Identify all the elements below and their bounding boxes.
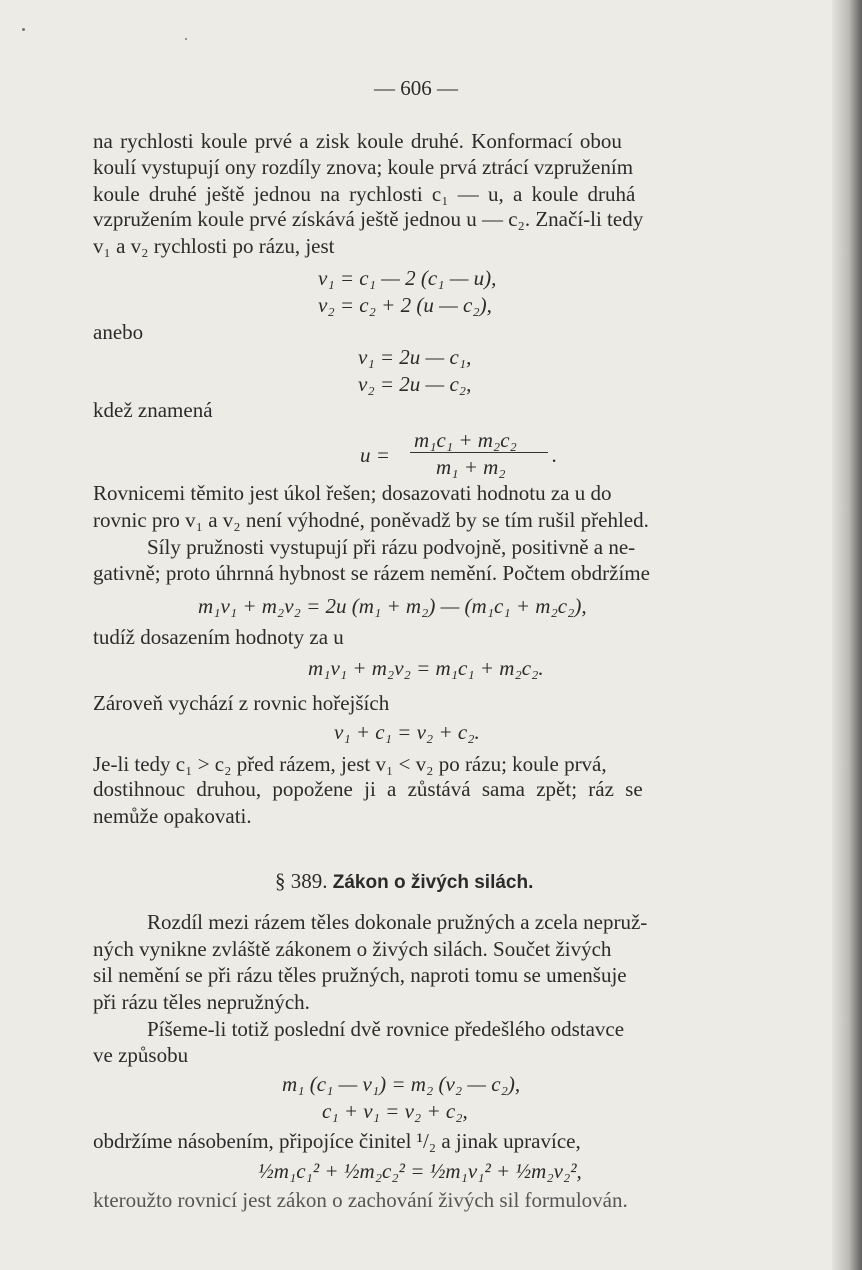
- equation: v₁ + c₁ = v₂ + c₂.: [334, 720, 480, 744]
- equation: v₁ = 2u — c₁,: [358, 345, 472, 369]
- text-line: Zároveň vychází z rovnic hořejších: [93, 691, 390, 715]
- equation: v₂ = 2u — c₂,: [358, 372, 472, 396]
- equation: m₁ (c₁ — v₁) = m₂ (v₂ — c₂),: [282, 1072, 521, 1096]
- text-line: kdež znamená: [93, 398, 213, 422]
- text-line: v₁ a v₂ rychlosti po rázu, jest: [93, 234, 335, 258]
- text-line: Rozdíl mezi rázem těles dokonale pružných a zcela nepruž-: [147, 910, 648, 934]
- text-line: nemůže opakovati.: [93, 804, 252, 828]
- section-number: § 389.: [275, 869, 328, 893]
- page-number: — 606 —: [374, 76, 458, 100]
- section-heading: [275, 869, 533, 895]
- equation: m₁v₁ + m₂v₂ = 2u (m₁ + m₂) — (m₁c₁ + m₂c₂),: [198, 594, 587, 618]
- fraction-bar: [410, 452, 548, 453]
- fraction-numerator: m₁c₁ + m₂c₂: [414, 428, 517, 452]
- text-line: při rázu těles nepružných.: [93, 990, 310, 1014]
- paper-speck: [22, 28, 25, 31]
- text-line: kteroužto rovnicí jest zákon o zachování živých sil formulován.: [93, 1188, 628, 1212]
- text-line: gativně; proto úhrnná hybnost se rázem nemění. Počtem obdržíme: [93, 561, 650, 585]
- text-line: vzpružením koule prvé získává ještě jednou u — c₂. Značí-li tedy: [93, 207, 644, 231]
- section-title: Zákon o živých silách.: [332, 872, 534, 893]
- paper-speck: [185, 38, 187, 40]
- text-line: dostihnouc druhou, popožene ji a zůstává sama zpět; ráz se: [93, 777, 643, 801]
- text-line: rovnic pro v₁ a v₂ není výhodné, poněvadž by se tím rušil přehled.: [93, 508, 649, 532]
- text-line: na rychlosti koule prvé a zisk koule druhé. Konformací obou: [93, 129, 622, 153]
- text-line: ve způsobu: [93, 1043, 189, 1067]
- text-line: Píšeme-li totiž poslední dvě rovnice předešlého odstavce: [147, 1017, 625, 1041]
- equation: v₂ = c₂ + 2 (u — c₂),: [318, 293, 492, 317]
- equation-lhs: u =: [360, 443, 390, 467]
- equation: m₁v₁ + m₂v₂ = m₁c₁ + m₂c₂.: [308, 656, 544, 680]
- equation-tail: .: [552, 443, 558, 467]
- equation: c₁ + v₁ = v₂ + c₂,: [322, 1099, 468, 1123]
- text-line: koule druhé ještě jednou na rychlosti c₁ — u, a koule druhá: [93, 182, 636, 206]
- text-line: obdržíme násobením, připojíce činitel ¹/₂ a jinak upravíce,: [93, 1129, 581, 1153]
- text-line: Síly pružnosti vystupují při rázu podvojně, positivně a ne-: [147, 535, 636, 559]
- equation: ½m₁c₁² + ½m₂c₂² = ½m₁v₁² + ½m₂v₂²,: [258, 1159, 582, 1183]
- fraction-denominator: m₁ + m₂: [436, 455, 506, 479]
- text-line: Rovnicemi těmito jest úkol řešen; dosazovati hodnotu za u do: [93, 481, 612, 505]
- text-line: Je-li tedy c₁ > c₂ před rázem, jest v₁ < v₂ po rázu; koule prvá,: [93, 752, 607, 776]
- equation: v₁ = c₁ — 2 (c₁ — u),: [318, 266, 497, 290]
- book-binding-shadow: [832, 0, 862, 1270]
- text-line: koulí vystupují ony rozdíly znova; koule prvá ztrácí vzpružením: [93, 155, 634, 179]
- text-line: sil nemění se při rázu těles pružných, naproti tomu se umenšuje: [93, 963, 627, 987]
- text-line: anebo: [93, 320, 144, 344]
- text-line: ných vynikne zvláště zákonem o živých silách. Součet živých: [93, 937, 612, 961]
- text-line: tudíž dosazením hodnoty za u: [93, 625, 344, 649]
